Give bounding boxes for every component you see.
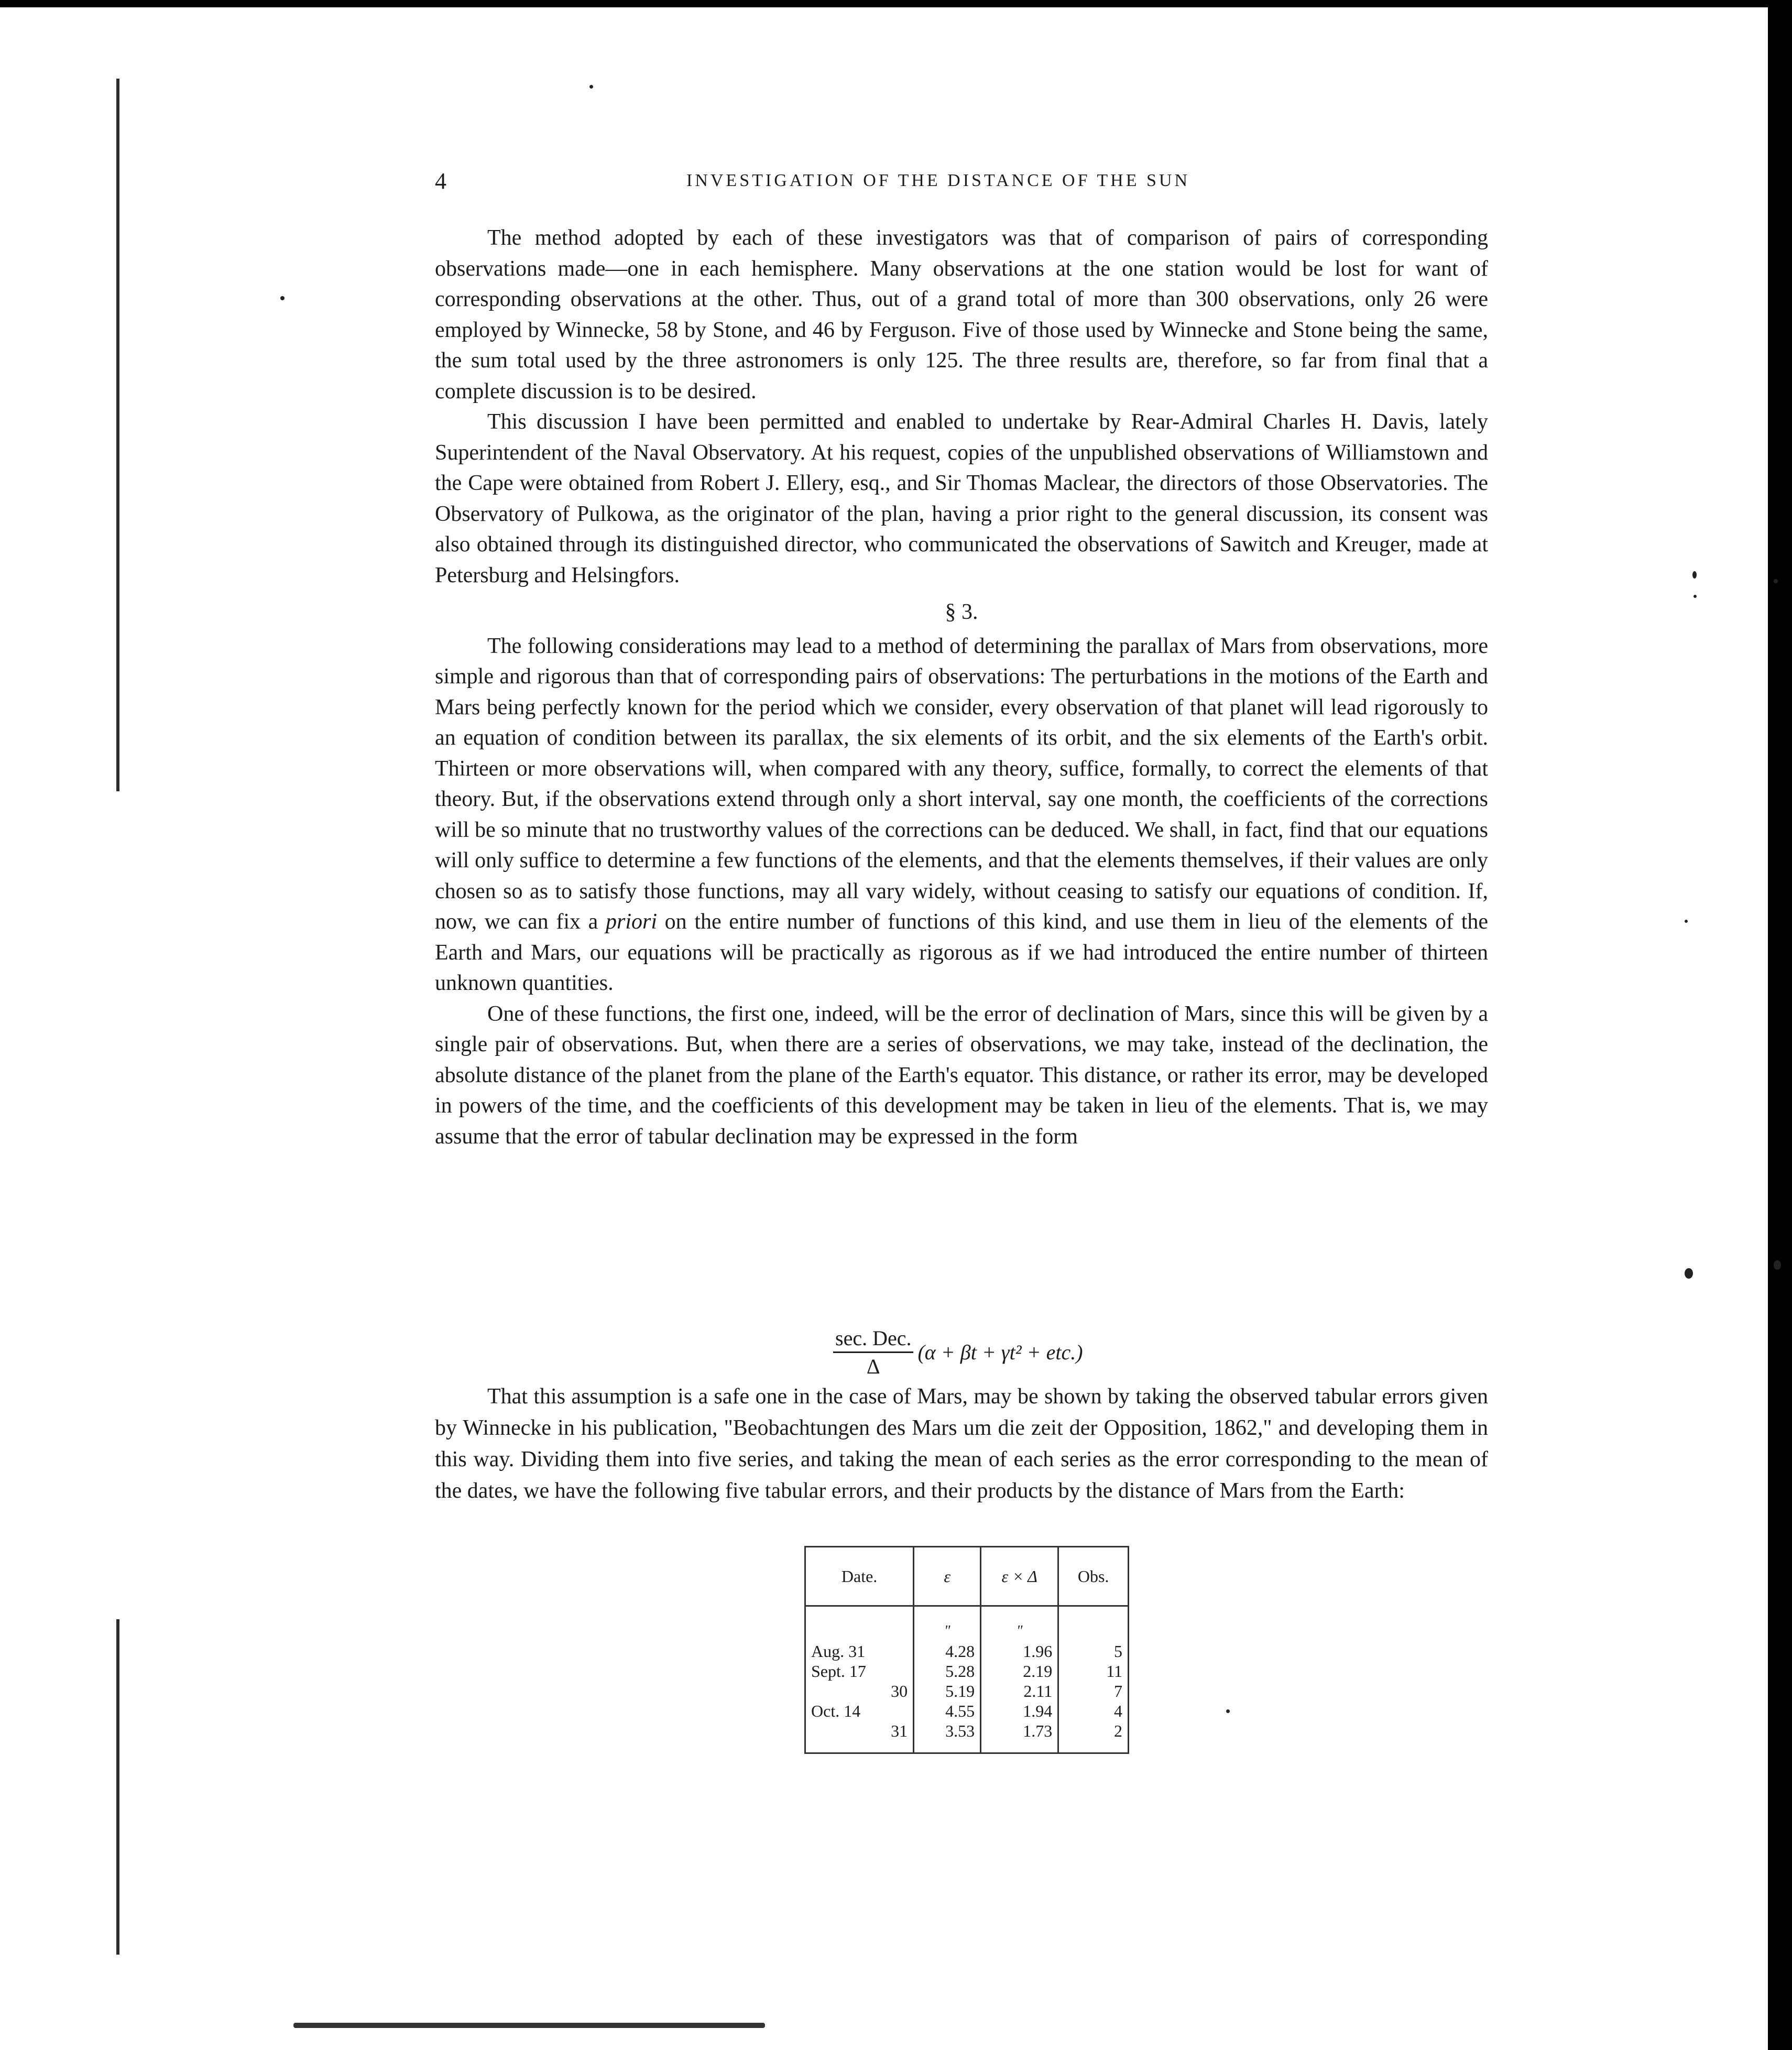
scan-right-border	[1768, 0, 1792, 2050]
unit-cell	[1058, 1606, 1129, 1642]
table-header-row	[805, 1547, 1129, 1606]
product-cell: 1.96	[981, 1641, 1058, 1661]
body-text	[435, 1381, 1488, 1507]
table-row	[805, 1721, 1129, 1753]
scan-top-border	[0, 0, 1792, 7]
table-row	[805, 1701, 1129, 1721]
error-cell: 3.53	[914, 1721, 981, 1753]
paragraph	[435, 631, 1488, 999]
product-cell: 2.19	[981, 1661, 1058, 1681]
scan-speck	[1774, 579, 1778, 583]
body-text	[435, 223, 1488, 1152]
scan-left-edge-line	[116, 79, 119, 791]
fraction-denominator: Δ	[866, 1354, 880, 1378]
date-cell: Oct. 14	[805, 1701, 914, 1721]
error-cell: 4.55	[914, 1701, 981, 1721]
paragraph: That this assumption is a safe one in the case of Mars, may be shown by taking the observed tabular errors given by Winnecke in his publication, "Beobachtungen des Mars um die zeit der Opposition, 1862," and developing them in this way. Dividing them into five series, and taking the mean of each series as the error corresponding to the mean of the dates, we have the following five tabular errors, and their products by the distance of Mars from the Earth:	[435, 1384, 1488, 1503]
table-row	[805, 1641, 1129, 1661]
unit-cell: "	[981, 1606, 1058, 1642]
column-header: Obs.	[1058, 1547, 1129, 1606]
column-header: ε	[914, 1547, 981, 1606]
error-cell: 5.28	[914, 1661, 981, 1681]
obs-cell: 4	[1058, 1701, 1129, 1721]
scan-speck	[1226, 1709, 1230, 1713]
obs-cell: 5	[1058, 1641, 1129, 1661]
date-cell: Sept. 17	[805, 1661, 914, 1681]
scan-speck	[1685, 1268, 1693, 1279]
error-cell: 4.28	[914, 1641, 981, 1661]
product-cell: 2.11	[981, 1681, 1058, 1701]
fraction-numerator: sec. Dec.	[835, 1326, 912, 1350]
error-cell: 5.19	[914, 1681, 981, 1701]
scan-left-edge-line	[116, 1619, 119, 1955]
page-number: 4	[435, 168, 446, 194]
product-cell: 1.94	[981, 1701, 1058, 1721]
obs-cell: 11	[1058, 1661, 1129, 1681]
obs-cell: 7	[1058, 1681, 1129, 1701]
scan-speck	[1685, 920, 1688, 923]
table-row	[805, 1681, 1129, 1701]
unit-cell	[805, 1606, 914, 1642]
scan-speck	[1693, 595, 1697, 598]
scan-speck	[1692, 571, 1697, 579]
scan-bottom-edge-line	[293, 2023, 765, 2028]
scan-speck	[589, 85, 593, 89]
section-heading: § 3.	[945, 600, 978, 624]
italic-text: priori	[605, 910, 657, 934]
date-cell: Aug. 31	[805, 1641, 914, 1661]
fraction	[833, 1326, 913, 1379]
paragraph: This discussion I have been permitted and enabled to undertake by Rear-Admiral Charles H. Davis, lately Superintendent of the Naval Observatory. At his request, copies of the unpublished observations of Williamstown and the Cape were obtained from Robert J. Ellery, esq., and Sir Thomas Maclear, the directors of those Observatories. The Observatory of Pulkowa, as the originator of the plan, having a prior right to the general discussion, its consent was also obtained through its distinguished director, who communicated the observations of Sawitch and Kreuger, made at Petersburg and Helsingfors.	[435, 410, 1488, 587]
unit-cell: "	[914, 1606, 981, 1642]
equation	[833, 1323, 1083, 1381]
paragraph: One of these functions, the first one, indeed, will be the error of declination of Mars, since this will be given by a single pair of observations. But, when there are a series of observations, we may take, instead of the declination, the absolute distance of the planet from the plane of the Earth's equator. This distance, or rather its error, may be developed in powers of the time, and the coefficients of this development may be taken in lieu of the elements. That is, we may assume that the error of tabular declination may be expressed in the form	[435, 1001, 1488, 1149]
date-cell: 30	[805, 1681, 914, 1701]
fraction-bar	[833, 1351, 913, 1353]
tabular-errors-table	[804, 1546, 1129, 1754]
page-header	[435, 168, 1488, 199]
column-header: Date.	[805, 1547, 914, 1606]
scan-speck	[1774, 1260, 1781, 1270]
paragraph-text: on the entire number of functions of this kind, and use them in lieu of the elements of the Earth and Mars, our equations will be practically as rigorous as if we had introduced the entire number of thirteen unknown quantities.	[435, 910, 1489, 995]
column-header: ε × Δ	[981, 1547, 1058, 1606]
paragraph-text: The following considerations may lead to a method of determining the parallax of Mars from observations, more simple and rigorous than that of corresponding pairs of observations: The perturbations in the motions of the Earth and Mars being perfectly known for the period which we consider, every observation of that planet will lead rigorously to an equation of condition between its parallax, the six elements of its orbit, and the six elements of the Earth's orbit. Thirteen or more observations will, when compared with any theory, suffice, formally, to correct the elements of that theory. But, if the observations extend through only a short interval, say one month, the coefficients of the corrections will be so minute that no trustworthy values of the corrections can be deduced. We shall, in fact, find that our equations will only suffice to determine a few functions of the elements, and that the elements themselves, if their values are only chosen so as to satisfy those functions, may all vary widely, without ceasing to satisfy our equations of condition. If, now, we can fix a	[435, 634, 1488, 934]
date-cell: 31	[805, 1721, 914, 1753]
equation-expression: (α + βt + γt² + etc.)	[917, 1340, 1083, 1364]
running-title: INVESTIGATION OF THE DISTANCE OF THE SUN	[686, 171, 1190, 190]
product-cell: 1.73	[981, 1721, 1058, 1753]
obs-cell: 2	[1058, 1721, 1129, 1753]
table-row	[805, 1661, 1129, 1681]
scan-speck	[280, 296, 285, 300]
units-row	[805, 1606, 1129, 1642]
paragraph: The method adopted by each of these investigators was that of comparison of pairs of corresponding observations made—one in each hemisphere. Many observations at the one station would be lost for want of corresponding observations at the other. Thus, out of a grand total of more than 300 observations, only 26 were employed by Winnecke, 58 by Stone, and 46 by Ferguson. Five of those used by Winnecke and Stone being the same, the sum total used by the three astronomers is only 125. The three results are, therefore, so far from final that a complete discussion is to be desired.	[435, 226, 1488, 404]
